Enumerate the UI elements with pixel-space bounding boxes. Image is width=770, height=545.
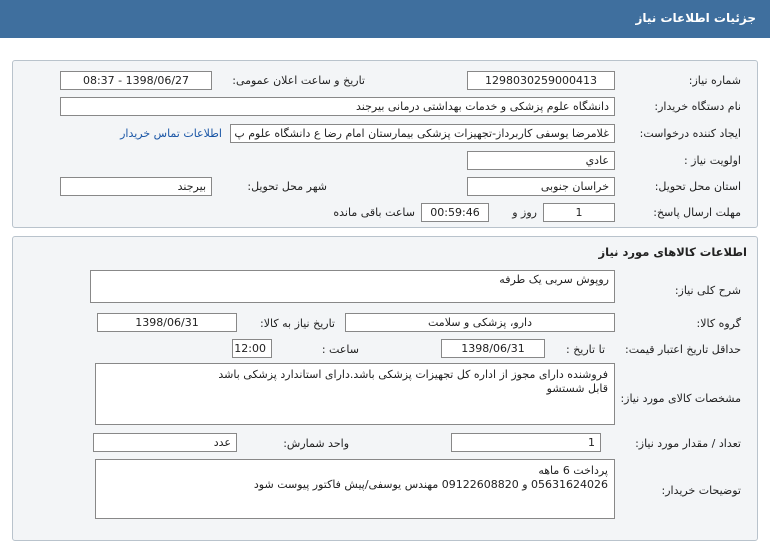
group-label: گروه کالا: xyxy=(696,317,741,330)
creator-label: ایجاد کننده درخواست: xyxy=(639,127,741,140)
deadline-time-field[interactable]: 00:59:46 xyxy=(421,203,489,222)
announce-label: تاریخ و ساعت اعلان عمومی: xyxy=(232,74,365,87)
summary-field[interactable]: روپوش سربی یک طرفه xyxy=(90,270,615,303)
need-date-label: تاریخ نیاز به کالا: xyxy=(260,317,335,330)
need-number-field[interactable]: 1298030259000413 xyxy=(467,71,615,90)
until-date-label: تا تاریخ : xyxy=(566,343,605,356)
need-info-panel xyxy=(12,60,758,228)
need-number-label: شماره نیاز: xyxy=(688,74,741,87)
buyer-contact-link[interactable]: اطلاعات تماس خریدار xyxy=(120,127,222,140)
remaining-text: ساعت باقی مانده xyxy=(333,206,415,219)
desc-label: توضیحات خریدار: xyxy=(661,484,741,497)
until-date-field[interactable]: 1398/06/31 xyxy=(441,339,545,358)
specs-label: مشخصات کالای مورد نیاز: xyxy=(620,392,741,405)
desc-line: پرداخت 6 ماهه xyxy=(538,464,608,477)
qty-label: تعداد / مقدار مورد نیاز: xyxy=(635,437,741,450)
summary-label: شرح کلی نیاز: xyxy=(674,284,741,297)
goods-info-panel xyxy=(12,236,758,541)
deadline-days-field[interactable]: 1 xyxy=(543,203,615,222)
announce-datetime-field[interactable]: 1398/06/27 - 08:37 xyxy=(60,71,212,90)
page-header xyxy=(0,0,770,38)
creator-field[interactable]: غلامرضا یوسفی کاربرداز-تجهیزات پزشکی بیمارستان امام رضا ع دانشگاه علوم پ xyxy=(230,124,615,143)
unit-field[interactable]: عدد xyxy=(93,433,237,452)
province-label: استان محل تحویل: xyxy=(654,180,741,193)
time-field[interactable]: 12:00 xyxy=(232,339,272,358)
specs-line: قابل شستشو xyxy=(546,382,608,395)
desc-field[interactable] xyxy=(95,459,615,519)
priority-label: اولویت نیاز : xyxy=(683,154,741,167)
buyer-field[interactable]: دانشگاه علوم پزشکی و خدمات بهداشتی درمانی بیرجند xyxy=(60,97,615,116)
unit-label: واحد شمارش: xyxy=(283,437,349,450)
city-field[interactable]: بیرجند xyxy=(60,177,212,196)
qty-field[interactable]: 1 xyxy=(451,433,601,452)
specs-field[interactable] xyxy=(95,363,615,425)
validity-label: حداقل تاریخ اعتبار قیمت: xyxy=(625,343,741,356)
city-label: شهر محل تحویل: xyxy=(247,180,327,193)
time-label: ساعت : xyxy=(321,343,359,356)
specs-line: فروشنده دارای مجوز از اداره کل تجهیزات پزشکی باشد.دارای استاندارد پزشکی باشد xyxy=(218,368,608,381)
need-date-field[interactable]: 1398/06/31 xyxy=(97,313,237,332)
buyer-label: نام دستگاه خریدار: xyxy=(654,100,741,113)
province-field[interactable]: خراسان جنوبی xyxy=(467,177,615,196)
page-title: جزئیات اطلاعات نیاز xyxy=(635,11,756,25)
desc-line: 05631624026 و 09122608820 مهندس یوسفی/پیش فاکتور پیوست شود xyxy=(253,478,608,491)
group-field[interactable]: دارو، پزشکی و سلامت xyxy=(345,313,615,332)
priority-field[interactable]: عادي xyxy=(467,151,615,170)
goods-section-title: اطلاعات کالاهای مورد نیاز xyxy=(598,245,747,259)
days-text: روز و xyxy=(512,206,537,219)
deadline-label: مهلت ارسال پاسخ: xyxy=(653,206,741,219)
